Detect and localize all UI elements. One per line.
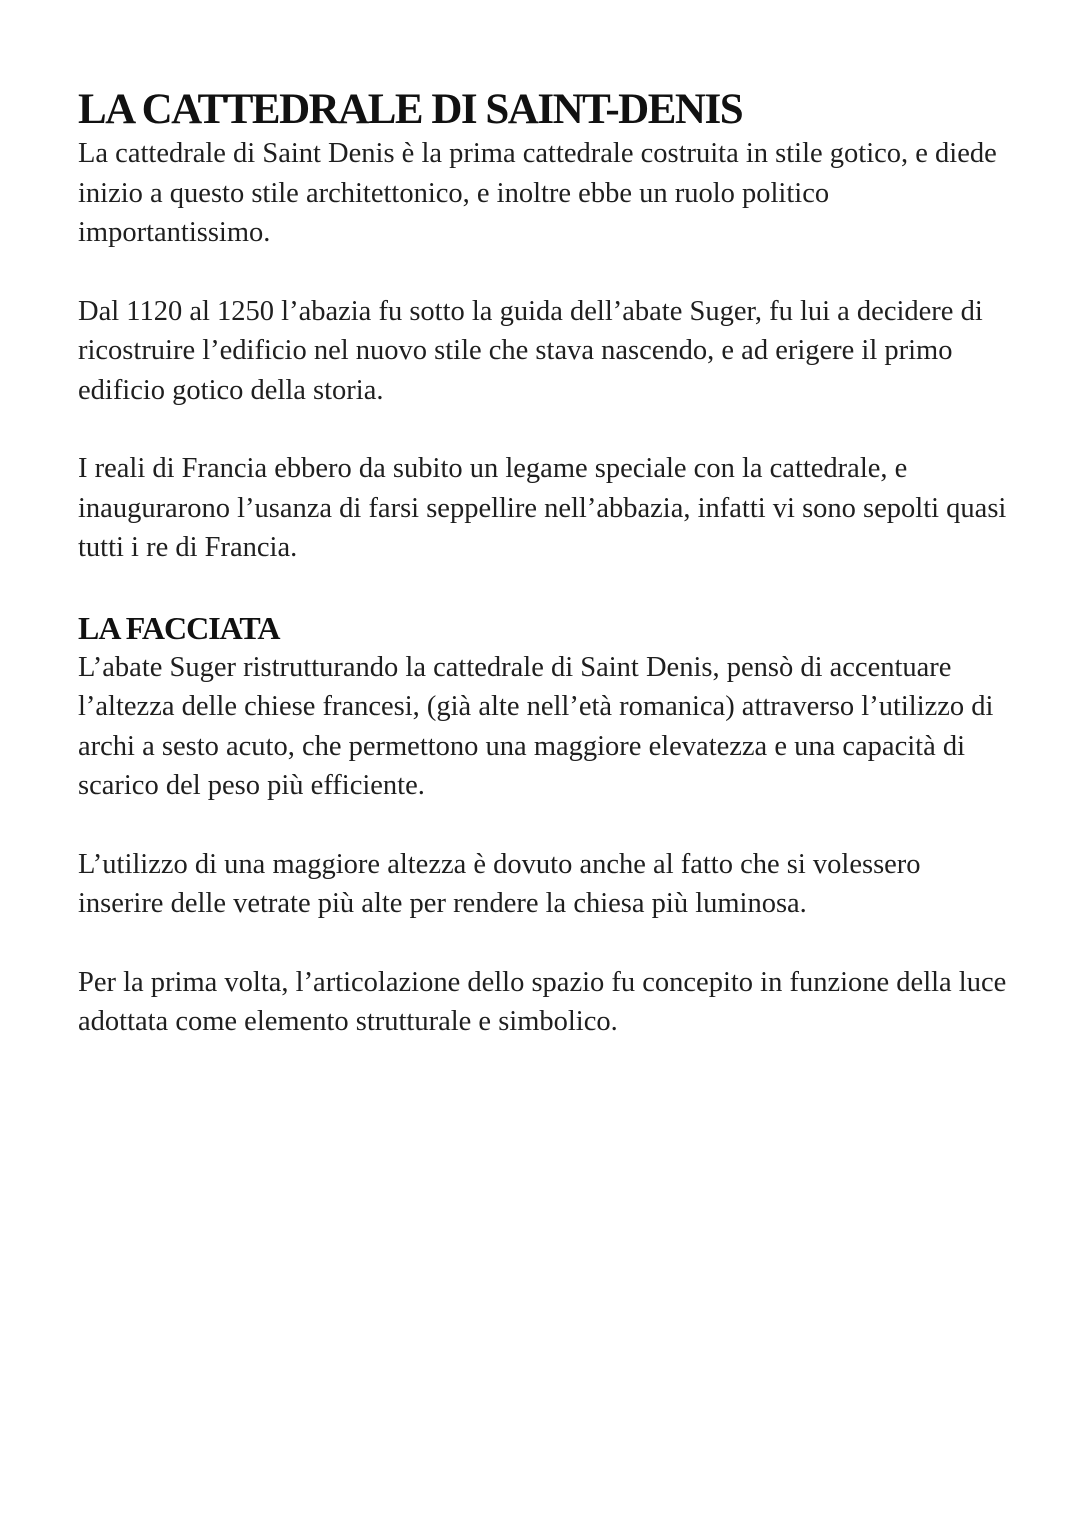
intro-paragraph-1: La cattedrale di Saint Denis è la prima cattedrale costruita in stile gotico, e diede inizio a questo stile architettonico, e inoltre ebbe un ruolo politico importantissimo. [78, 138, 997, 248]
section-title: LA FACCIATA [78, 609, 280, 646]
paragraph-spacer [78, 253, 1008, 292]
document-content [78, 86, 1008, 1042]
section-paragraph-1: L’abate Suger ristrutturando la cattedrale di Saint Denis, pensò di accentuare l’altezza delle chiese francesi, (già alte nell’età romanica) attraverso l’utilizzo di archi a sesto acuto, che permettono una maggiore elevatezza e una capacità di scarico del peso più efficiente. [78, 651, 994, 801]
paragraph-spacer [78, 924, 1008, 963]
intro-paragraph-3: I reali di Francia ebbero da subito un legame speciale con la cattedrale, e inaugurarono l’usanza di farsi seppellire nell’abbazia, infatti vi sono sepolti quasi tutti i re di Francia. [78, 453, 1007, 563]
paragraph-spacer [78, 410, 1008, 449]
page-title: LA CATTEDRALE DI SAINT-DENIS [78, 86, 743, 133]
section-paragraph-3: Per la prima volta, l’articolazione dello spazio fu concepito in funzione della luce adottata come elemento strutturale e simbolico. [78, 966, 1007, 1037]
section-spacer [78, 568, 1008, 608]
section-paragraph-2: L’utilizzo di una maggiore altezza è dovuto anche al fatto che si volessero inserire delle vetrate più alte per rendere la chiesa più luminosa. [78, 848, 921, 919]
paragraph-spacer [78, 806, 1008, 845]
intro-paragraph-2: Dal 1120 al 1250 l’abazia fu sotto la guida dell’abate Suger, fu lui a decidere di ricostruire l’edificio nel nuovo stile che stava nascendo, e ad erigere il primo edificio gotico della storia. [78, 295, 983, 406]
